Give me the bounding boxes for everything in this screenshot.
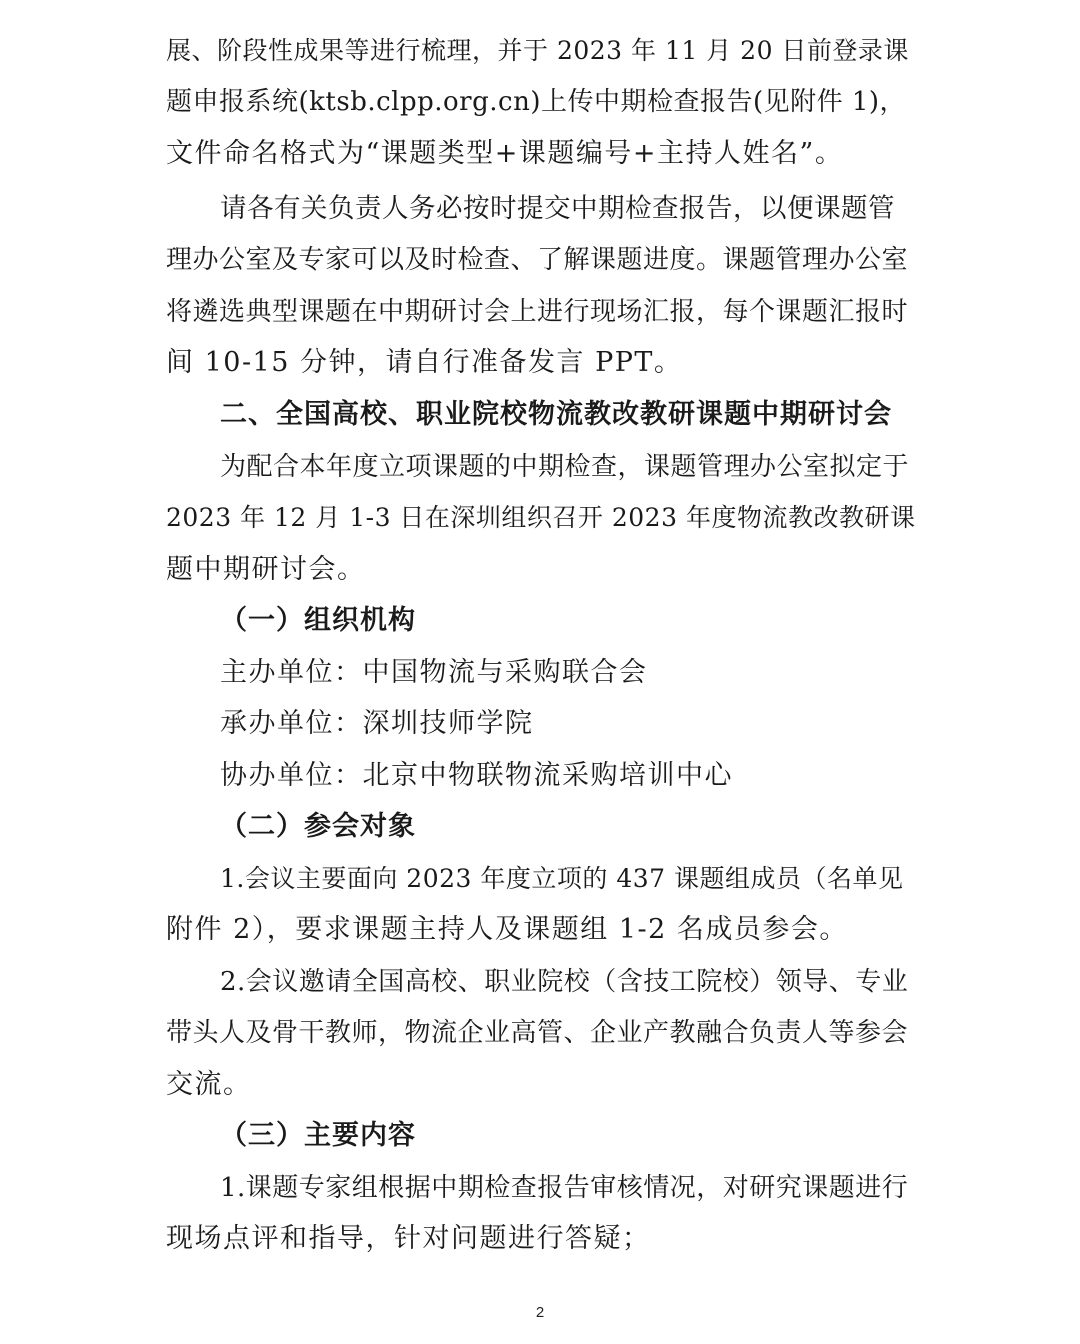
paragraph-line: 附件 2），要求课题主持人及课题组 1-2 名成员参会。 (166, 914, 848, 945)
paragraph-line: 2023 年 12 月 1-3 日在深圳组织召开 2023 年度物流教改教研课 (166, 503, 916, 532)
paragraph-line: 协办单位：北京中物联物流采购培训中心 (220, 760, 733, 791)
paragraph-line: 带头人及骨干教师，物流企业高管、企业产教融合负责人等参会 (166, 1018, 909, 1048)
paragraph-line: 展、阶段性成果等进行梳理，并于 2023 年 11 月 20 日前登录课 (166, 36, 909, 65)
paragraph-line: 将遴选典型课题在中期研讨会上进行现场汇报，每个课题汇报时 (166, 297, 909, 327)
subsection-heading: （一）组织机构 (220, 605, 416, 636)
paragraph-line: 交流。 (166, 1069, 252, 1100)
paragraph-line: 1.会议主要面向 2023 年度立项的 437 课题组成员（名单见 (220, 864, 904, 893)
paragraph-line: 文件命名格式为“课题类型+课题编号+主持人姓名”。 (166, 138, 844, 169)
subsection-heading: （三）主要内容 (220, 1120, 416, 1151)
paragraph-line: 为配合本年度立项课题的中期检查，课题管理办公室拟定于 (220, 452, 910, 482)
paragraph-line: 题中期研讨会。 (166, 554, 366, 585)
paragraph-line: 间 10-15 分钟，请自行准备发言 PPT。 (166, 347, 683, 378)
paragraph-line: 2.会议邀请全国高校、职业院校（含技工院校）领导、专业 (220, 967, 909, 997)
subsection-heading: （二）参会对象 (220, 811, 416, 842)
page-number: 2 (535, 1304, 545, 1321)
paragraph-line: 请各有关负责人务必按时提交中期检查报告，以便课题管 (220, 193, 895, 224)
paragraph-line: 现场点评和指导，针对问题进行答疑； (166, 1223, 651, 1254)
section-heading: 二、全国高校、职业院校物流教改教研课题中期研讨会 (220, 399, 892, 430)
paragraph-line: 1.课题专家组根据中期检查报告审核情况，对研究课题进行 (220, 1173, 909, 1203)
paragraph-line: 题申报系统(ktsb.clpp.org.cn)上传中期检查报告(见附件 1)， (166, 87, 907, 117)
paragraph-line: 理办公室及专家可以及时检查、了解课题进度。课题管理办公室 (166, 245, 909, 275)
paragraph-line: 主办单位：中国物流与采购联合会 (220, 657, 648, 688)
paragraph-line: 承办单位：深圳技师学院 (220, 708, 534, 739)
